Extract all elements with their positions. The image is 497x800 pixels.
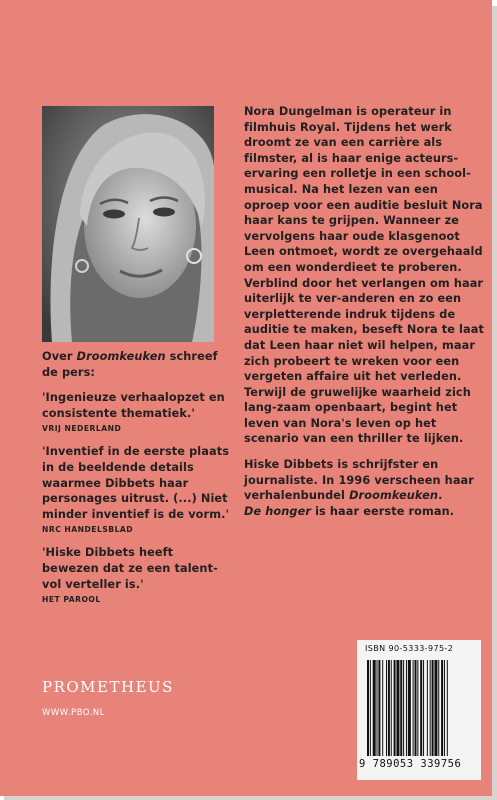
barcode-stripe	[406, 660, 407, 756]
barcode-stripe	[378, 660, 380, 756]
barcode-stripe	[423, 660, 424, 756]
barcode-stripe	[391, 660, 392, 756]
page-edge	[492, 6, 497, 800]
barcode-stripe	[373, 660, 376, 756]
barcode-stripe	[408, 660, 411, 756]
quote-source: VRIJ NEDERLAND	[42, 424, 122, 434]
isbn-label: ISBN 90-5333-975-2	[365, 644, 454, 653]
barcode-stripe	[441, 660, 443, 756]
barcode-stripe	[400, 660, 402, 756]
barcode-stripe	[444, 660, 445, 756]
barcode-stripe	[432, 660, 434, 756]
barcode-stripe	[447, 660, 448, 756]
barcode-stripe	[417, 660, 418, 756]
author-portrait-photo	[42, 106, 214, 342]
barcode-stripe	[415, 660, 417, 756]
barcode-stripe	[420, 660, 422, 756]
press-quote: 'Ingenieuze verhaalopzet en consistente thematiek.'	[42, 391, 225, 420]
barcode-stripe	[434, 660, 437, 756]
press-quote: 'Hiske Dibbets heeft bewezen dat ze een talent-vol verteller is.'	[42, 546, 218, 591]
barcode-stripe	[396, 660, 399, 756]
barcode-stripe	[386, 660, 387, 756]
publisher-url: WWW.PBO.NL	[42, 708, 105, 718]
barcode-stripe	[388, 660, 390, 756]
author-photo	[42, 106, 214, 342]
barcode-area	[357, 640, 481, 780]
synopsis-column	[244, 104, 484, 519]
page-edge	[4, 796, 497, 800]
barcode-stripe	[438, 660, 439, 756]
author-bio: Hiske Dibbets is schrijfster en journaliste. In 1996 verscheen haar verhalenbundel Droomkeuken. De honger is haar eerste roman.	[244, 458, 474, 518]
quote-source: NRC HANDELSBLAD	[42, 525, 134, 535]
synopsis-text: Nora Dungelman is operateur in filmhuis Royal. Tijdens het werk droomt ze van een carrière als filmster, al is haar enige acteurs-ervaring een rolletje in een school-musical. Na het lezen van een oproep voor een auditie besluit Nora haar kans te grijpen. Wanneer ze vervolgens haar oude klasgenoot Leen ontmoet, wordt ze overgehaald om een wonderdieet te proberen. Verblind door het verlangen om haar uiterlijk te ver-anderen en zo een verpletterende indruk tijdens de auditie te maken, beseft Nora te laat dat Leen haar niet wil helpen, maar zich probeert te wreken voor een vergeten affaire uit het verleden. Terwijl de gruwelijke waarheid zich lang-zaam openbaart, begint het leven van Nora's leven op het scenario van een thriller te lijken.	[244, 105, 484, 446]
barcode-number: 9 789053 339756	[359, 758, 462, 770]
press-intro: Over Droomkeuken schreef de pers:	[42, 350, 218, 379]
barcode-stripe	[403, 660, 404, 756]
barcode-stripe	[367, 660, 369, 756]
barcode-stripe	[413, 660, 414, 756]
press-quote: 'Inventief in de eerste plaats in de beeldende details waarmee Dibbets haar personages uitrust. (...) Niet minder inventief is de vorm.'	[42, 445, 230, 521]
barcode-stripe	[382, 660, 383, 756]
press-quotes-column	[42, 349, 232, 605]
publisher-logo: PROMETHEUS	[42, 678, 174, 696]
barcode-stripe	[427, 660, 428, 756]
quote-source: HET PAROOL	[42, 595, 101, 605]
barcode-stripe	[377, 660, 378, 756]
barcode-stripe	[430, 660, 431, 756]
barcode-stripe	[370, 660, 371, 756]
barcode-bars	[367, 660, 471, 756]
barcode-stripe	[394, 660, 396, 756]
